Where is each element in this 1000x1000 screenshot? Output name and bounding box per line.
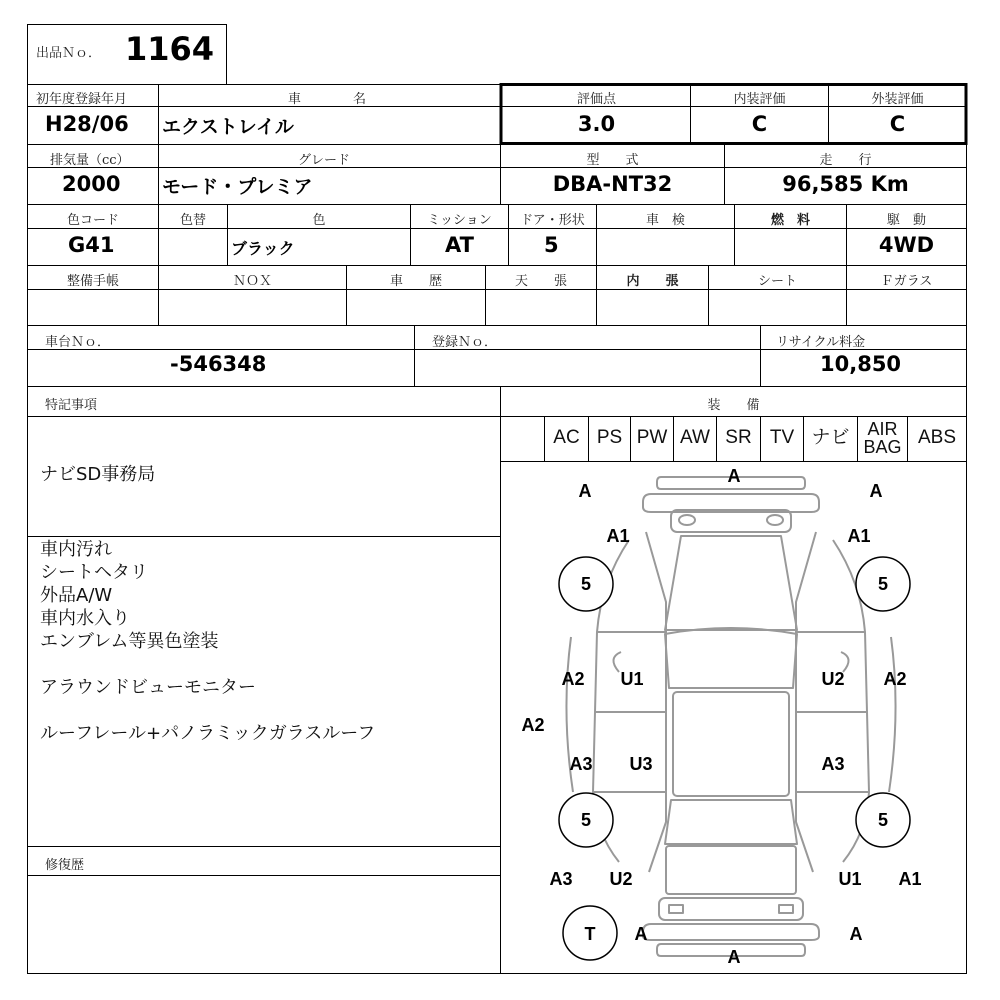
equipment-pw: PW: [636, 427, 668, 448]
mark-left-front-door-a: A2: [561, 669, 585, 689]
first-registration-label: 初年度登録年月: [36, 92, 128, 107]
mark-right-rear-door-a: A3: [821, 754, 845, 774]
mark-rear-bumper: A: [727, 947, 741, 967]
equipment-ac: AC: [553, 427, 580, 448]
equipment-aw: AW: [680, 427, 710, 448]
inspection-label: 車 検: [645, 213, 685, 228]
equipment-tv: TV: [769, 427, 795, 448]
mark-front-right-wheel: 5: [877, 574, 889, 594]
maintenance-record-label: 整備手帳: [66, 274, 119, 289]
lot-number-label: 出品Ｎｏ．: [36, 46, 102, 61]
registration-number-label: 登録Ｎｏ．: [432, 335, 498, 350]
front-glass-label: Ｆガラス: [880, 274, 933, 289]
mark-left-rear-door-a: A3: [569, 754, 593, 774]
score-label: 評価点: [576, 92, 616, 107]
recycle-fee-label: リサイクル料金: [776, 335, 866, 350]
special-notes-list: 車内汚れ シートヘタリ 外品A/W 車内水入り エンブレム等異色塗装 アラウンドビューモニター ルーフレール+パノラミックガラスルーフ: [40, 539, 376, 744]
mark-left-quarter-a: A3: [549, 869, 573, 889]
car-name-value: エクストレイル: [162, 116, 294, 138]
interior-rating-label: 内装評価: [733, 92, 786, 107]
repaint-label: 色替: [179, 213, 206, 228]
mileage-value: 96,585 Km: [782, 172, 909, 196]
color-label: 色: [312, 213, 326, 228]
equipment-label: 装 備: [707, 398, 760, 413]
displacement-label: 排気量（cc）: [50, 153, 130, 168]
mark-front-right: A: [869, 481, 883, 501]
lot-number: 1164: [125, 30, 215, 68]
mission-value: AT: [445, 233, 474, 257]
recycle-fee-value: 10,850: [820, 352, 902, 376]
mark-rear-right-wheel: 5: [877, 810, 889, 830]
equipment-ps: PS: [596, 427, 623, 448]
equipment-airbag: AIR BAG: [863, 419, 902, 457]
mileage-label: 走 行: [819, 153, 872, 168]
exterior-rating-label: 外装評価: [871, 92, 924, 107]
mission-label: ミッション: [427, 213, 492, 228]
model-label: 型 式: [586, 153, 639, 168]
special-notes-top: ナビSD事務局: [40, 464, 156, 485]
seat-label: シート: [757, 274, 797, 289]
mark-front-bumper: A: [727, 466, 741, 486]
displacement-value: 2000: [62, 172, 121, 196]
color-value: ブラック: [231, 239, 295, 258]
mark-left-quarter-u: U2: [609, 869, 633, 889]
chassis-number-value: -546348: [170, 352, 267, 376]
mark-left-fender: A1: [606, 526, 630, 546]
car-damage-diagram: [501, 462, 966, 973]
car-history-label: 車 歴: [389, 274, 442, 289]
equipment-sr: SR: [725, 427, 752, 448]
mark-trunk-spare: T: [584, 924, 596, 944]
mark-rear-right: A: [849, 924, 863, 944]
door-value: 5: [544, 233, 559, 257]
mark-left-step: A2: [521, 715, 545, 735]
mark-right-fender: A1: [847, 526, 871, 546]
exterior-rating-value: C: [889, 112, 906, 136]
color-code-value: G41: [68, 233, 115, 257]
equipment-abs: ABS: [917, 427, 957, 448]
mark-right-front-door-u: U2: [821, 669, 845, 689]
repair-history-label: 修復歴: [45, 858, 85, 873]
grade-value: モード・プレミア: [162, 176, 313, 198]
interior-rating-value: C: [751, 112, 768, 136]
mark-front-left-wheel: 5: [580, 574, 592, 594]
mark-front-left: A: [578, 481, 592, 501]
color-code-label: 色コード: [66, 213, 119, 228]
mark-right-front-door-a: A2: [883, 669, 907, 689]
score-value: 3.0: [577, 112, 616, 136]
mark-rear-left: A: [634, 924, 648, 944]
nox-label: ＮＯＸ: [232, 274, 272, 289]
first-registration-value: H28/06: [45, 112, 129, 136]
ceiling-label: 天 張: [514, 274, 567, 289]
interior-trim-label: 内 張: [626, 274, 679, 289]
drive-value: 4WD: [878, 233, 935, 257]
fuel-label: 燃 料: [770, 213, 810, 228]
mark-right-quarter-u: U1: [838, 869, 862, 889]
mark-left-rear-door-u: U3: [629, 754, 653, 774]
model-value: DBA-NT32: [552, 172, 673, 196]
mark-rear-left-wheel: 5: [580, 810, 592, 830]
chassis-number-label: 車台Ｎｏ．: [45, 335, 111, 350]
mark-left-front-door-u: U1: [620, 669, 644, 689]
equipment-navi: ナビ: [811, 427, 850, 448]
drive-label: 駆 動: [886, 213, 926, 228]
car-name-label: 車 名: [288, 92, 367, 107]
special-notes-label: 特記事項: [45, 398, 98, 413]
grade-label: グレード: [298, 153, 351, 168]
mark-right-quarter-a: A1: [898, 869, 922, 889]
door-label: ドア・形状: [520, 213, 585, 228]
